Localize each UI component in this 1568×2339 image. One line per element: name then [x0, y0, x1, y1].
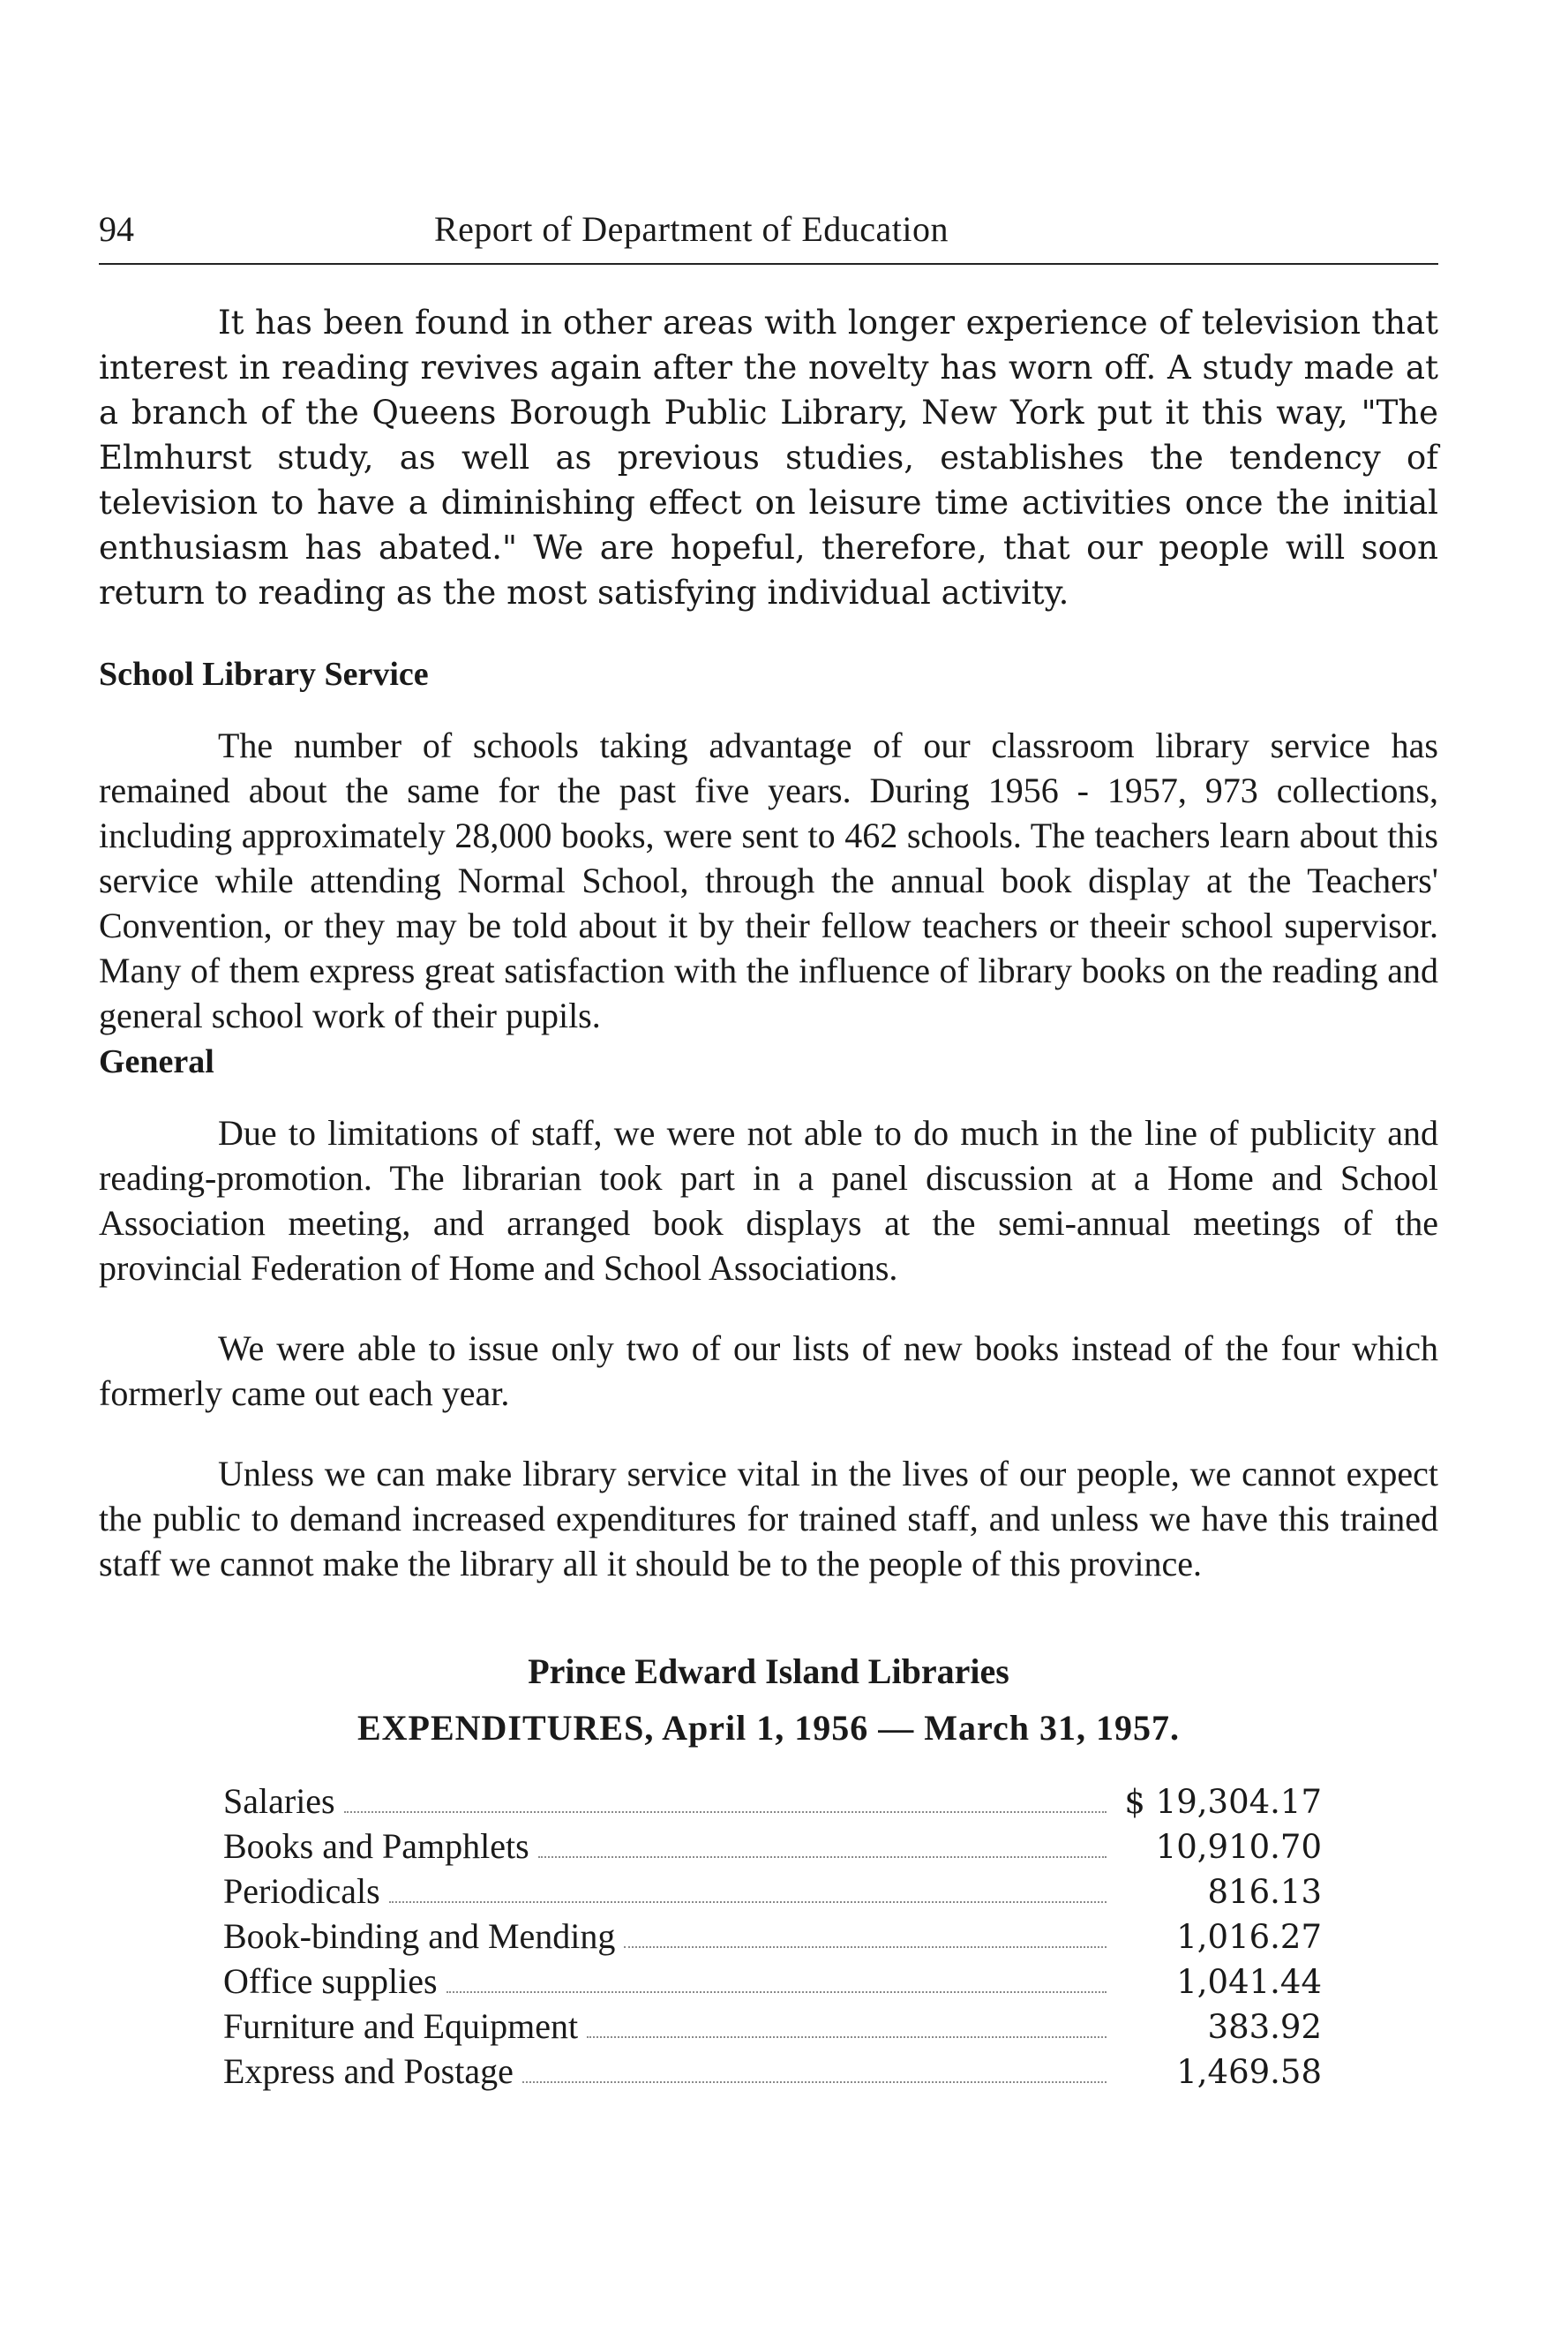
running-title: Report of Department of Education	[434, 209, 949, 249]
expenditures-title: Prince Edward Island Libraries	[528, 1651, 1009, 1691]
section-heading-general: General	[99, 1043, 214, 1080]
header-rule	[99, 263, 1438, 265]
expenditure-row	[223, 1824, 1322, 1869]
expenditure-amount: 383.92	[1207, 2008, 1322, 2046]
expenditure-row	[223, 1779, 1322, 1824]
expenditure-amount: 10,910.70	[1155, 1828, 1322, 1866]
expenditure-row	[223, 1869, 1322, 1914]
page-body	[99, 300, 1438, 2094]
expenditure-label: Books and Pamphlets	[223, 1826, 529, 1866]
expenditure-label: Furniture and Equipment	[223, 2006, 579, 2046]
expenditure-row	[223, 1959, 1322, 2004]
expenditure-label: Express and Postage	[223, 2051, 514, 2091]
general-paragraph-3: Unless we can make library service vital in the lives of our people, we cannot expect the public to demand increased expenditures for trained staff, and unless we have this trained staff we cannot make the library all it should be to the people of this province.	[99, 1454, 1438, 1583]
expenditure-row	[223, 2049, 1322, 2094]
general-paragraph-1: Due to limitations of staff, we were not able to do much in the line of publicity and reading-promotion. The librarian took part in a panel discussion at a Home and School Association meeting, and arranged book displays at the semi-annual meetings of the provincial Federation of Home and School Associations.	[99, 1113, 1438, 1288]
section-heading-school-library: School Library Service	[99, 656, 429, 693]
expenditure-amount: 1,469.58	[1176, 2053, 1322, 2091]
page-header	[99, 203, 1438, 256]
general-paragraph-2: We were able to issue only two of our lists of new books instead of the four which formerly came out each year.	[99, 1328, 1438, 1413]
dot-leader	[587, 2036, 1107, 2038]
expenditure-row	[223, 1914, 1322, 1959]
dot-leader	[344, 1811, 1107, 1813]
dot-leader	[522, 2081, 1107, 2083]
expenditure-label: Book-binding and Mending	[223, 1916, 616, 1956]
dot-leader	[389, 1901, 1107, 1903]
dot-leader	[446, 1991, 1107, 1993]
expenditures-table	[223, 1779, 1322, 2094]
expenditure-amount: 1,041.44	[1176, 1963, 1322, 2001]
dot-leader	[624, 1946, 1107, 1948]
school-library-paragraph: The number of schools taking advantage of our classroom library service has remained about the same for the past five years. During 1956 - 1957, 973 collections, including approximately 28,000 books, were sent to 462 schools. The teachers learn about this service while attending Normal School, through the annual book display at the Teachers' Convention, or they may be told about it by their fellow teachers or theeir school supervisor. Many of them express great satisfaction with the influence of library books on the reading and general school work of their pupils.	[99, 726, 1438, 1035]
expenditure-label: Periodicals	[223, 1871, 380, 1911]
expenditure-label: Salaries	[223, 1781, 335, 1821]
page-number: 94	[99, 209, 134, 249]
expenditure-amount: $ 19,304.17	[1124, 1783, 1322, 1821]
intro-paragraph: It has been found in other areas with longer experience of television that interest in reading revives again after the novelty has worn off. A study made at a branch of the Queens Borough Public Library, New York put it this way, "The Elmhurst study, as well as previous studies, establishes the tendency of television to have a diminishing effect on leisure time activities once the initial enthusiasm has abated." We are hopeful, therefore, that our people will soon return to reading as the most satisfying individual activity.	[99, 304, 1438, 612]
expenditures-subtitle: EXPENDITURES, April 1, 1956 — March 31, 1957.	[356, 1708, 1181, 1748]
dot-leader	[538, 1856, 1107, 1858]
expenditure-amount: 1,016.27	[1176, 1918, 1322, 1956]
expenditure-amount: 816.13	[1207, 1873, 1322, 1911]
expenditure-label: Office supplies	[223, 1961, 438, 2001]
expenditure-row	[223, 2004, 1322, 2049]
